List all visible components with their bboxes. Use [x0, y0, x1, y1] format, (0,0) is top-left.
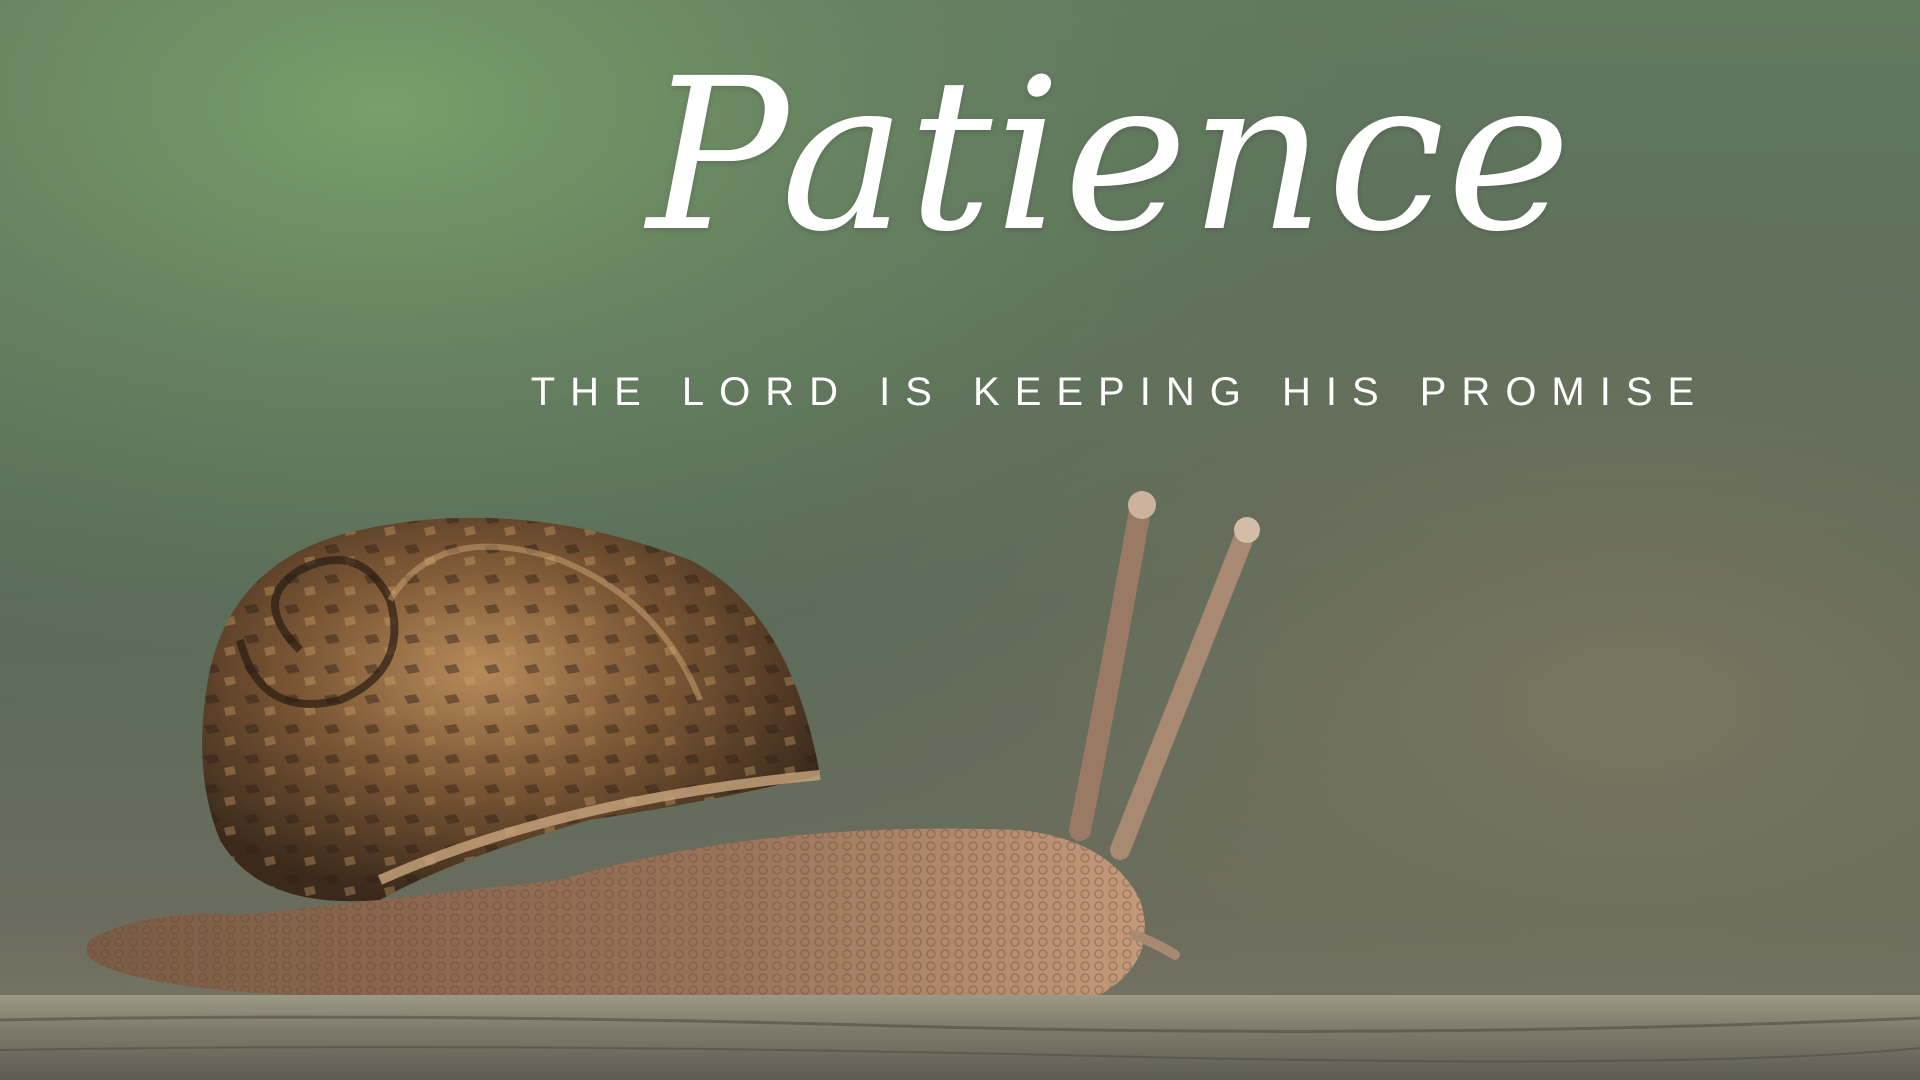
slide-title: Patience [646, 33, 1574, 278]
slide-subtitle: THE LORD IS KEEPING HIS PROMISE [530, 370, 1710, 414]
snail-tentacle-left [1080, 510, 1140, 830]
snail-tentacle-right [1120, 535, 1245, 850]
wooden-log [0, 995, 1920, 1080]
